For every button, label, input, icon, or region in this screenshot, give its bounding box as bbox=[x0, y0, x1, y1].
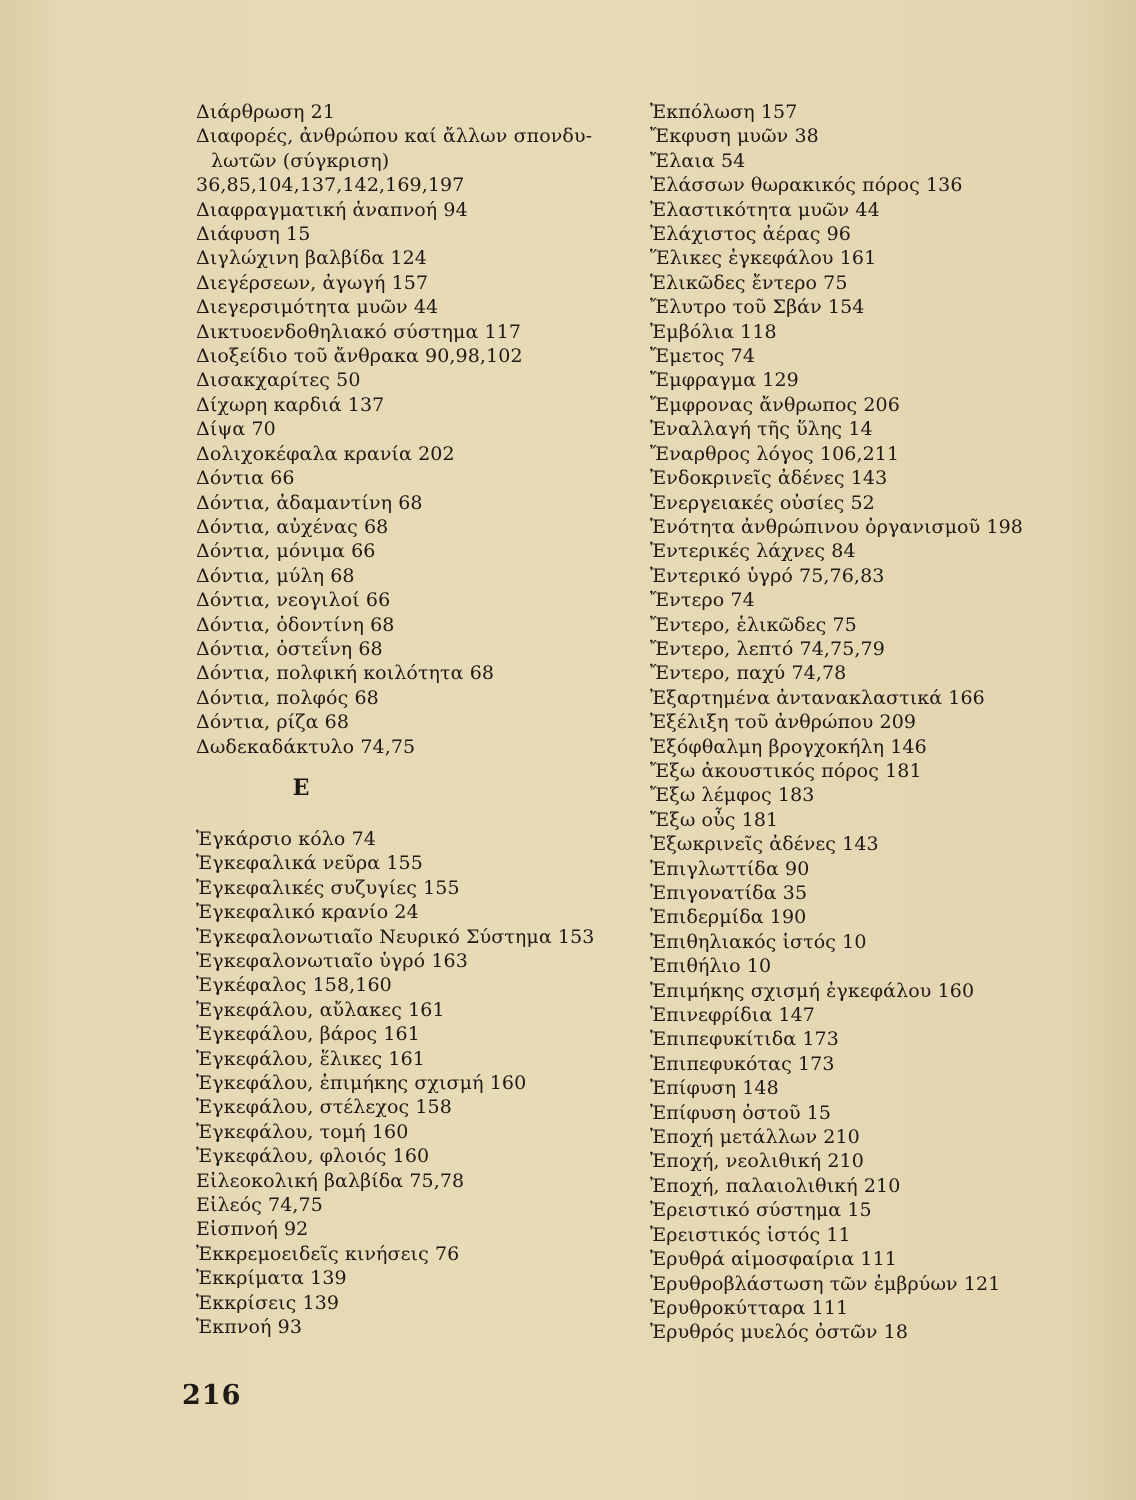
index-column-left bbox=[196, 100, 626, 1340]
index-entry: Ἐποχή, παλαιολιθική 210 bbox=[650, 1174, 901, 1197]
index-entry: Ἐπινεφρίδια 147 bbox=[650, 1004, 815, 1027]
index-entry: Διγλώχινη βαλβίδα 124 bbox=[196, 247, 427, 270]
index-entry: Δίχωρη καρδιά 137 bbox=[196, 393, 385, 416]
index-entry: Δόντια, μύλη 68 bbox=[196, 564, 355, 587]
index-entry: Ἐντερικό ὑγρό 75,76,83 bbox=[650, 564, 885, 587]
index-entry: Ἐγκεφαλικό κρανίο 24 bbox=[196, 901, 419, 924]
index-entry: Ἐπιμήκης σχισμή ἐγκεφάλου 160 bbox=[650, 979, 975, 1002]
index-entry: Ἐρειστικό σύστημα 15 bbox=[650, 1199, 872, 1222]
index-entry: Ἔντερο, παχύ 74,78 bbox=[650, 662, 847, 685]
index-entry: Δόντια, ὀδοντίνη 68 bbox=[196, 613, 395, 636]
index-entry: Ἔλυτρο τοῦ Σβάν 154 bbox=[650, 296, 865, 319]
index-entry: Ἐλάχιστος ἀέρας 96 bbox=[650, 223, 851, 246]
index-entry: Ἔκφυση μυῶν 38 bbox=[650, 125, 819, 148]
index-group-epsilon-continued bbox=[650, 100, 1090, 1345]
index-entry: Διάρθρωση 21 bbox=[196, 101, 336, 123]
index-entry: Ἔναρθρος λόγος 106,211 bbox=[650, 442, 900, 465]
index-entry: Διαφραγματική ἀναπνοή 94 bbox=[196, 198, 468, 221]
index-entry: Ἔμφραγμα 129 bbox=[650, 369, 799, 392]
index-entry: Δόντια, ὀστεΐνη 68 bbox=[196, 637, 383, 660]
index-entry: 36,85,104,137,142,169,197 bbox=[196, 174, 465, 197]
index-entry: Ἐμβόλια 118 bbox=[650, 320, 777, 343]
index-entry: Ἐγκάρσιο κόλο 74 bbox=[196, 827, 376, 850]
index-entry: Δισακχαρίτες 50 bbox=[196, 369, 361, 392]
index-entry: Ἔμετος 74 bbox=[650, 345, 756, 368]
index-entry: Ἐρυθροβλάστωση τῶν ἐμβρύων 121 bbox=[650, 1272, 1001, 1295]
index-entry: Ἐξόφθαλμη βρογχοκήλη 146 bbox=[650, 735, 927, 758]
index-entry: Ἐρυθρός μυελός ὀστῶν 18 bbox=[650, 1321, 909, 1344]
index-entry: Ἐπιγονατίδα 35 bbox=[650, 882, 808, 904]
section-letter-heading: Ε bbox=[292, 774, 310, 801]
index-entry: Δολιχοκέφαλα κρανία 202 bbox=[196, 442, 455, 465]
index-group-epsilon bbox=[196, 827, 626, 1340]
index-entry: Δίψα 70 bbox=[196, 418, 276, 441]
page-number: 216 bbox=[182, 1380, 242, 1411]
index-entry: Ἐγκεφάλου, τομή 160 bbox=[196, 1120, 409, 1143]
index-entry: Δόντια, αὐχένας 68 bbox=[196, 515, 389, 538]
index-entry: Ἑνότητα ἀνθρώπινου ὀργανισμοῦ 198 bbox=[650, 515, 1023, 538]
index-entry: Ἐρυθροκύτταρα 111 bbox=[650, 1296, 849, 1319]
index-entry: Ἐρειστικός ἱστός 11 bbox=[650, 1223, 851, 1246]
index-entry: Ἑλικῶδες ἔντερο 75 bbox=[650, 271, 848, 294]
index-entry: Δικτυοενδοθηλιακό σύστημα 117 bbox=[196, 320, 522, 343]
index-entry: Δόντια 66 bbox=[196, 467, 295, 490]
index-entry: Ἐποχή, νεολιθική 210 bbox=[650, 1150, 864, 1173]
index-entry: Ἐπίφυση 148 bbox=[650, 1077, 779, 1100]
index-entry: Ἐπιδερμίδα 190 bbox=[650, 906, 807, 929]
index-entry: Δόντια, πολφική κοιλότητα 68 bbox=[196, 662, 495, 685]
index-entry: Ἐνδοκρινεῖς ἀδένες 143 bbox=[650, 467, 888, 490]
index-entry: Ἐναλλαγή τῆς ὕλης 14 bbox=[650, 418, 873, 441]
index-entry: Διεγερσιμότητα μυῶν 44 bbox=[196, 296, 439, 319]
index-entry: Ἐγκεφαλικές συζυγίες 155 bbox=[196, 876, 460, 899]
index-entry: Ἐποχή μετάλλων 210 bbox=[650, 1126, 860, 1149]
index-entry: Ἔμφρονας ἄνθρωπος 206 bbox=[650, 393, 900, 416]
index-entry: Ἔλαια 54 bbox=[650, 149, 746, 172]
index-column-right bbox=[650, 100, 1090, 1345]
index-entry: Ἐπιγλωττίδα 90 bbox=[650, 857, 810, 880]
index-entry: Ἐξαρτημένα ἀντανακλαστικά 166 bbox=[650, 686, 985, 709]
index-entry: Ἐκπνοή 93 bbox=[196, 1316, 303, 1339]
index-entry: Ἔντερο 74 bbox=[650, 589, 755, 612]
index-entry: Ἐγκεφάλου, ἐπιμήκης σχισμή 160 bbox=[196, 1072, 527, 1095]
index-entry: Ἐπιθήλιο 10 bbox=[650, 955, 772, 978]
index-entry: Δόντια, ἀδαμαντίνη 68 bbox=[196, 491, 423, 514]
index-entry: Ἐγκεφάλου, αὔλακες 161 bbox=[196, 998, 445, 1021]
index-entry: Ἐλάσσων θωρακικός πόρος 136 bbox=[650, 174, 963, 197]
index-entry: Ἐξέλιξη τοῦ ἀνθρώπου 209 bbox=[650, 711, 917, 734]
index-entry: Ἐξωκρινεῖς ἀδένες 143 bbox=[650, 833, 879, 856]
index-entry: Ἐπίφυση ὀστοῦ 15 bbox=[650, 1101, 832, 1124]
index-entry: Ἐνεργειακές οὐσίες 52 bbox=[650, 491, 875, 514]
index-entry: Ἔντερο, λεπτό 74,75,79 bbox=[650, 637, 885, 660]
index-entry: Ἐγκεφάλου, φλοιός 160 bbox=[196, 1145, 430, 1168]
index-entry: Ἐγκέφαλος 158,160 bbox=[196, 974, 392, 997]
index-entry: Δόντια, πολφός 68 bbox=[196, 686, 379, 709]
index-entry: Ἐγκεφαλονωτιαῖο ὑγρό 163 bbox=[196, 950, 468, 972]
index-entry: Ἐγκεφάλου, στέλεχος 158 bbox=[196, 1096, 452, 1119]
index-entry: Ἐγκεφάλου, βάρος 161 bbox=[196, 1023, 420, 1046]
index-entry: Ἐγκεφάλου, ἕλικες 161 bbox=[196, 1047, 425, 1070]
index-entry: Διεγέρσεων, ἀγωγή 157 bbox=[196, 271, 429, 294]
index-entry: Δόντια, μόνιμα 66 bbox=[196, 540, 376, 563]
index-entry: Εἰλεός 74,75 bbox=[196, 1194, 323, 1217]
index-entry: Ἐρυθρά αἱμοσφαίρια 111 bbox=[650, 1248, 897, 1271]
index-entry: Ἔξω ἀκουστικός πόρος 181 bbox=[650, 759, 922, 782]
index-entry: Δόντια, νεογιλοί 66 bbox=[196, 589, 391, 612]
index-entry: Ἐγκεφαλονωτιαῖο Νευρικό Σύστημα 153 bbox=[196, 925, 595, 948]
index-entry: Διοξείδιο τοῦ ἄνθρακα 90,98,102 bbox=[196, 345, 523, 368]
index-entry: Δωδεκαδάκτυλο 74,75 bbox=[196, 735, 416, 758]
index-entry: Ἐπιθηλιακός ἱστός 10 bbox=[650, 930, 867, 953]
index-entry: Ἐκπόλωση 157 bbox=[650, 101, 798, 123]
index-entry: Ἐλαστικότητα μυῶν 44 bbox=[650, 198, 880, 221]
index-entry: Δόντια, ρίζα 68 bbox=[196, 711, 350, 734]
index-entry: Ἐγκεφαλικά νεῦρα 155 bbox=[196, 852, 423, 875]
index-entry: Ἐκκρίματα 139 bbox=[196, 1267, 347, 1290]
index-entry: Διαφορές, ἀνθρώπου καί ἄλλων σπονδυ-λωτῶν (σύγκριση) bbox=[196, 125, 593, 172]
index-entry: Ἔξω λέμφος 183 bbox=[650, 784, 815, 807]
index-entry: Διάφυση 15 bbox=[196, 223, 311, 246]
index-entry: Ἐπιπεφυκότας 173 bbox=[650, 1052, 835, 1075]
index-entry: Ἐκκρεμοειδεῖς κινήσεις 76 bbox=[196, 1242, 460, 1265]
index-group-delta bbox=[196, 100, 626, 759]
index-entry: Εἰσπνοή 92 bbox=[196, 1218, 309, 1241]
index-entry: Ἐπιπεφυκίτιδα 173 bbox=[650, 1028, 839, 1051]
index-entry: Ἐκκρίσεις 139 bbox=[196, 1291, 340, 1314]
index-entry: Ἔξω οὖς 181 bbox=[650, 808, 779, 831]
index-entry: Εἰλεοκολική βαλβίδα 75,78 bbox=[196, 1169, 465, 1192]
index-entry: Ἐντερικές λάχνες 84 bbox=[650, 540, 856, 563]
index-entry: Ἕλικες ἐγκεφάλου 161 bbox=[650, 247, 877, 270]
index-entry: Ἔντερο, ἑλικῶδες 75 bbox=[650, 613, 857, 636]
